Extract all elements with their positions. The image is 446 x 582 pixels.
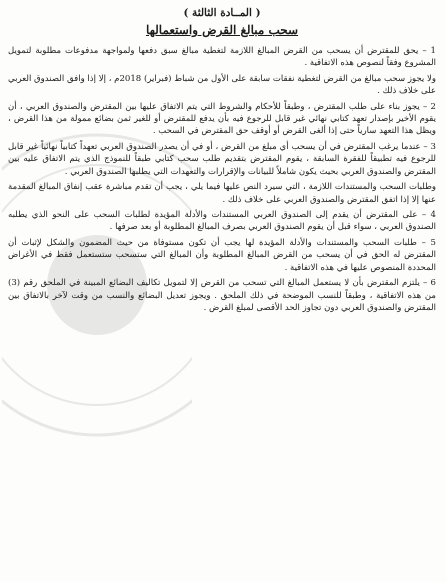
paragraph-2: 2 – يجوز بناء على طلب المقترض ، وطبقاً للأحكام والشروط التي يتم الاتفاق عليها بين المقترض والصندوق العربي ، أن يقوم الأخير بإصدار تعهد كتابي نهائي غير قابل للرجوع فيه بأن يدفع للمقترض أو للغير ثمن بضائع ممولة من هذا القرض ، ويظل هذا التعهد سارياً حتى إذا ألغى القرض أو أوقف حق المقترض في السحب . — [8, 101, 436, 137]
article-title: ( المــادة الثالثة ) — [183, 7, 261, 19]
paragraph-3b: وطلبات السحب والمستندات اللازمة ، التي سيرد النص عليها فيما يلي ، يجب أن تقدم مباشرة عقب إنفاق المبالغ المقدمة عنها إلا إذا اتفق المقترض والصندوق العربي على خلاف ذلك . — [8, 182, 436, 205]
article-subtitle: سحب مبالغ القرض واستعمالها — [145, 23, 299, 37]
paragraph-1: 1 – يحق للمقترض أن يسحب من القرض المبالغ اللازمة لتغطية مبالغ سبق دفعها ولمواجهة مدفوعات مطلوبة لتمويل المشروع وفقاً لنصوص هذه الاتفاقية . — [8, 46, 436, 69]
paragraph-5: 5 – طلبات السحب والمستندات والأدلة المؤيدة لها يجب أن تكون مستوفاة من حيث المضمون والشكل لإثبات أن المقترض له الحق في أن يسحب من القرض المبالغ المطلوبة وأن المبالغ التي ستسحب ستستعمل فقط في الأغراض المحددة المنصوص عليها في هذه الاتفاقية . — [8, 237, 436, 273]
paragraph-6: 6 – يلتزم المقترض بأن لا يستعمل المبالغ التي تسحب من القرض إلا لتمويل تكاليف البضائع المبينة في الملحق رقم (3) من هذه الاتفاقية ، وطبقاً للنسب الموضحة في ذلك الملحق . ويجوز تعديل البضائع والنسب من وقت لآخر بالاتفاق بين المقترض والصندوق العربي دون تجاوز الحد الأقصى لمبلغ القرض . — [8, 278, 436, 313]
paragraph-4: 4 – على المقترض أن يقدم إلى الصندوق العربي المستندات والأدلة المؤيدة لطلبات السحب على النحو الذي يطلبه الصندوق العربي ، سواء قبل أن يقوم الصندوق العربي بصرف المبالغ المطلوبة أو بعد صرفها . — [8, 210, 436, 233]
paragraph-3: 3 – عندما يرغب المقترض في أن يسحب أي مبلغ من القرض ، أو في أن يصدر الصندوق العربي تعهداً كتابياً نهائياً غير قابل للرجوع فيه تطبيقاً للفقرة السابقة ، يقوم المقترض بتقديم طلب سحب كتابي طبقاً للنموذج الذي يتم الاتفاق عليه بين المقترض والصندوق العربي بحيث يكون شاملاً للبيانات والإقرارات والتعهدات التي يطلبها الصندوق العربي . — [8, 141, 436, 177]
paragraph-1b: ولا يجوز سحب مبالغ من القرض لتغطية نفقات سابقة على الأول من شباط (فبراير) 2018م ، إلا إذا وافق الصندوق العربي على خلاف ذلك . — [8, 73, 437, 97]
